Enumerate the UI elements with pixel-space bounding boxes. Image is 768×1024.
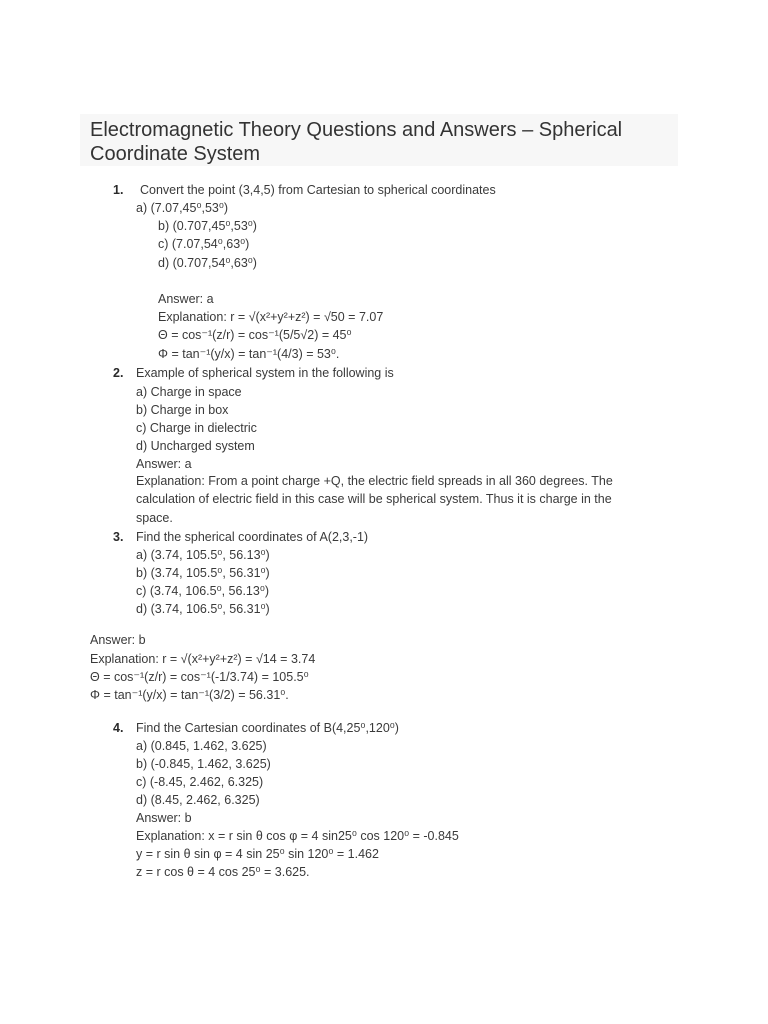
question-2-option-b: b) Charge in box [136,403,229,417]
question-4-explanation-line: z = r cos θ = 4 cos 25⁰ = 3.625. [136,865,310,879]
question-4-answer: Answer: b [136,811,192,825]
question-4-option-d: d) (8.45, 2.462, 6.325) [136,793,260,807]
question-3-number: 3. [113,530,124,544]
question-4-option-b: b) (-0.845, 1.462, 3.625) [136,757,271,771]
question-3-option-b: b) (3.74, 105.5⁰, 56.31⁰) [136,566,270,580]
question-3-text: Find the spherical coordinates of A(2,3,-1) [136,530,369,544]
question-4-option-c: c) (-8.45, 2.462, 6.325) [136,775,264,789]
question-2-option-c: c) Charge in dielectric [136,421,257,435]
question-3-option-a: a) (3.74, 105.5⁰, 56.13⁰) [136,548,270,562]
question-3-explanation-line: Φ = tan⁻¹(y/x) = tan⁻¹(3/2) = 56.31⁰. [90,688,289,702]
question-1-number: 1. [113,183,124,197]
page-title: Electromagnetic Theory Questions and Answers – Spherical Coordinate System [90,119,623,165]
question-2-explanation-line: calculation of electric field in this case will be spherical system. Thus it is charge in the [136,492,612,506]
question-1-explanation-line: Θ = cos⁻¹(z/r) = cos⁻¹(5/5√2) = 45⁰ [158,328,352,342]
question-4-explanation-line: y = r sin θ sin φ = 4 sin 25⁰ sin 120⁰ = 1.462 [136,847,379,861]
question-4-explanation-line: Explanation: x = r sin θ cos φ = 4 sin25⁰ cos 120⁰ = -0.845 [136,829,459,843]
question-1-explanation-line: Φ = tan⁻¹(y/x) = tan⁻¹(4/3) = 53⁰. [158,347,340,361]
question-3-option-c: c) (3.74, 106.5⁰, 56.13⁰) [136,584,270,598]
question-3-explanation-line: Θ = cos⁻¹(z/r) = cos⁻¹(-1/3.74) = 105.5⁰ [90,670,309,684]
question-4-number: 4. [113,721,124,735]
question-2-number: 2. [113,366,124,380]
question-4-option-a: a) (0.845, 1.462, 3.625) [136,739,267,753]
question-1-explanation-line: Explanation: r = √(x²+y²+z²) = √50 = 7.07 [158,310,384,324]
question-1-option-a: a) (7.07,45⁰,53⁰) [136,201,229,215]
question-3-answer: Answer: b [90,633,146,647]
question-2-option-a: a) Charge in space [136,385,242,399]
question-2-explanation-line: Explanation: From a point charge +Q, the electric field spreads in all 360 degrees. The [136,474,613,488]
question-1-text: Convert the point (3,4,5) from Cartesian to spherical coordinates [140,183,496,197]
question-3-explanation-line: Explanation: r = √(x²+y²+z²) = √14 = 3.74 [90,652,316,666]
question-3-option-d: d) (3.74, 106.5⁰, 56.31⁰) [136,602,270,616]
question-2-option-d: d) Uncharged system [136,439,255,453]
question-1-option-d: d) (0.707,54⁰,63⁰) [158,256,257,270]
question-2-explanation-line: space. [136,511,173,525]
question-4-text: Find the Cartesian coordinates of B(4,25⁰,120⁰) [136,721,399,735]
question-1-option-b: b) (0.707,45⁰,53⁰) [158,219,257,233]
question-2-answer: Answer: a [136,457,192,471]
question-1-answer: Answer: a [158,292,214,306]
question-1-option-c: c) (7.07,54⁰,63⁰) [158,237,250,251]
question-2-text: Example of spherical system in the following is [136,366,394,380]
